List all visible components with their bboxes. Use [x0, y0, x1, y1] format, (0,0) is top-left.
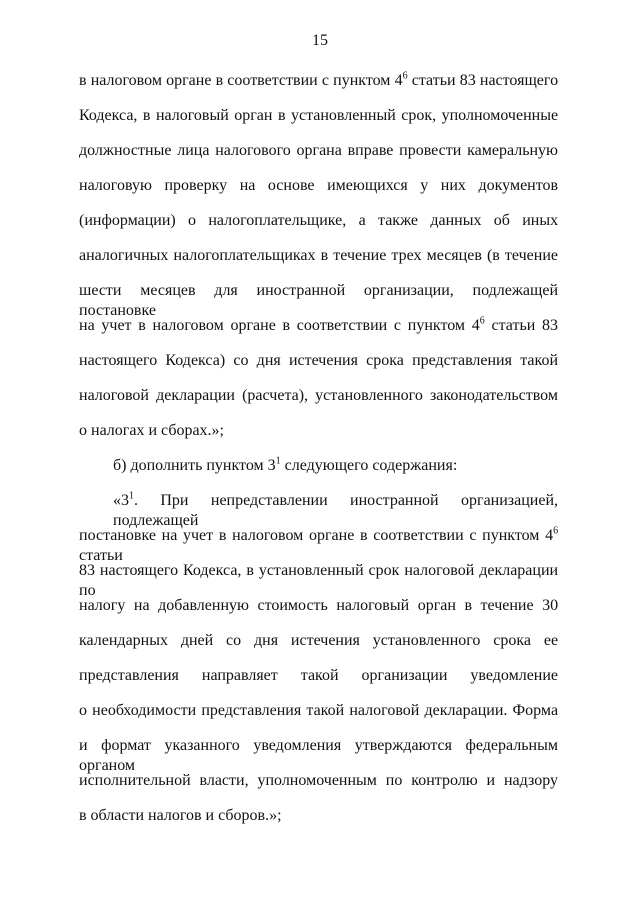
text-line: календарных дней со дня истечения установленного срока ее	[79, 632, 559, 649]
text-line: налоговую проверку на основе имеющихся у них документов	[79, 177, 559, 194]
text-line: «$3^1$. При непредставлении иностранной организацией, подлежащей	[113, 490, 558, 529]
text-line: на учет в налоговом органе в соответствии с пунктом $4^6$ статьи 83	[79, 315, 559, 334]
text-line: налогу на добавленную стоимость налоговый орган в течение 30	[79, 597, 559, 614]
text-line: и формат указанного уведомления утверждаются федеральным органом	[79, 737, 558, 774]
text-line: исполнительной власти, уполномоченным по контролю и надзору	[79, 772, 558, 789]
text-line: о налогах и сборах.»;	[79, 422, 224, 439]
text-line: б) дополнить пунктом $3^1$ следующего содержания:	[113, 455, 458, 474]
page-number: 15	[312, 32, 328, 49]
text-line: представления направляет такой организации уведомление	[79, 667, 559, 684]
text-line: настоящего Кодекса) со дня истечения срока представления такой	[79, 352, 558, 369]
text-line: (информации) о налогоплательщике, а также данных об иных	[79, 212, 559, 229]
text-line: налоговой декларации (расчета), установленного законодательством	[79, 387, 558, 404]
text-line: в налоговом органе в соответствии с пунктом $4^6$ статьи 83 настоящего	[79, 70, 559, 89]
text-line: в области налогов и сборов.»;	[79, 807, 282, 824]
text-line: 83 настоящего Кодекса, в установленный срок налоговой декларации по	[79, 562, 559, 599]
text-line: должностные лица налогового органа вправе провести камеральную	[79, 142, 559, 159]
text-line: о необходимости представления такой налоговой декларации. Форма	[79, 702, 559, 719]
text-line: аналогичных налогоплательщиках в течение трех месяцев (в течение	[79, 247, 558, 264]
text-line: Кодекса, в налоговый орган в установленный срок, уполномоченные	[79, 107, 559, 124]
text-line: постановке на учет в налоговом органе в соответствии с пунктом $4^6$ статьи	[79, 525, 559, 564]
text-line: шести месяцев для иностранной организации, подлежащей постановке	[79, 282, 559, 319]
